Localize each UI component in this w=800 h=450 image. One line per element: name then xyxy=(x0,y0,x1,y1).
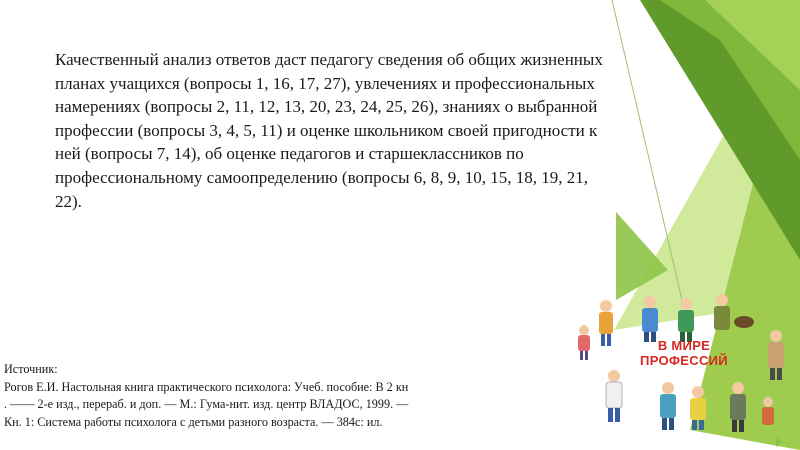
professions-illustration xyxy=(572,292,794,438)
source-line-2: . —— 2-е изд., перераб. и доп. — М.: Гума-нит. изд. центр ВЛАДОС, 1999. — xyxy=(4,397,409,412)
source-line-1: Рогов Е.И. Настольная книга практического психолога: Учеб. пособие: В 2 кн xyxy=(4,379,409,394)
body-text: Качественный анализ ответов даст педагогу сведения об общих жизненных планах учащихся (вопросы 1, 16, 17, 27), увлечениях и профессиональных намерениях (вопросы 2, 11, 12, 13, 20, 23, 24, 25, 26), знаниях о выбранной профессии (вопросы 3, 4, 5, 11) и оценке школьником своей пригодности к ней (вопросы 7, 14), об оценке педагогов и старшеклассников по профессиональному самоопределению (вопросы 6, 8, 9, 10, 15, 18, 19, 21, 22). xyxy=(55,50,603,211)
illustration-title-line-1: В МИРЕ xyxy=(657,338,711,353)
figure-bottom-center xyxy=(660,382,676,430)
figure-right-top xyxy=(714,294,754,330)
figure-bottom-center-right xyxy=(690,386,706,430)
illustration-title xyxy=(630,338,738,368)
source-label: Источник: xyxy=(4,362,58,376)
figure-top-right xyxy=(678,298,694,342)
figure-top-center xyxy=(642,296,658,342)
illustration-title-line-2: ПРОФЕССИЙ xyxy=(640,353,728,368)
next-slide-arrow-icon[interactable] xyxy=(776,437,782,447)
figure-left-bottom xyxy=(606,370,622,422)
figure-bottom-right xyxy=(730,382,746,432)
figure-far-right xyxy=(768,330,784,380)
figure-left-child xyxy=(578,325,590,360)
source-citation xyxy=(4,361,514,431)
figure-bottom-far-right xyxy=(762,397,774,425)
source-line-3: Кн. 1: Система работы психолога с детьми разного возраста. — 384с: ил. xyxy=(4,414,383,429)
figure-left-top xyxy=(599,300,613,346)
